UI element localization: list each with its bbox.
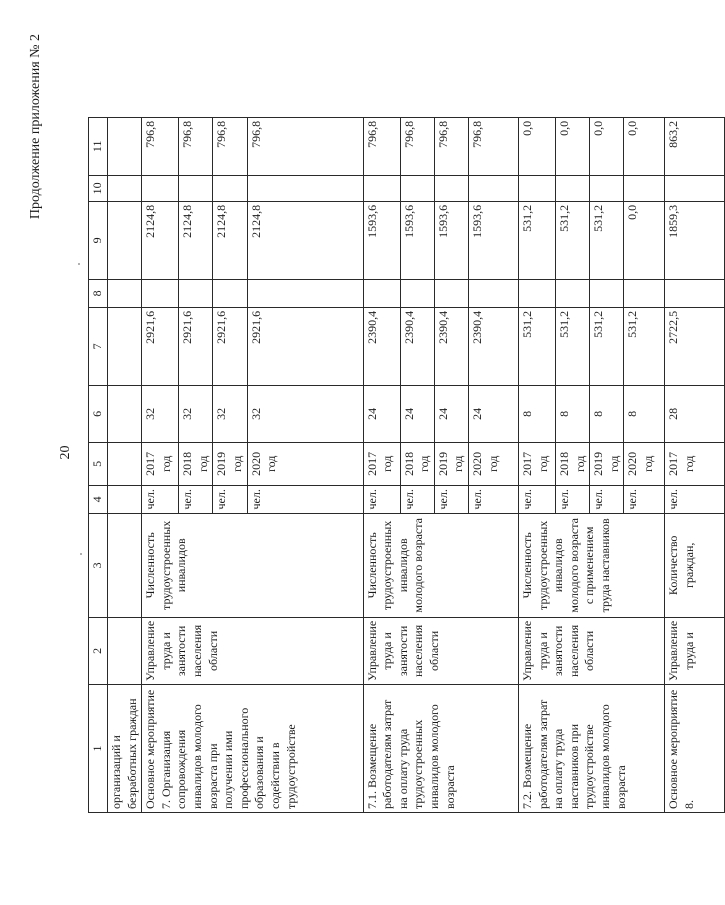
other-funds-cell: 796,8 — [363, 117, 400, 175]
table-row — [363, 117, 400, 812]
column-number: 7 — [89, 307, 108, 385]
unit-cell: чел. — [434, 485, 468, 513]
other-funds-cell: 863,2 — [665, 117, 725, 175]
activity-name-cell: Основное мероприятие 8. — [665, 685, 725, 813]
col8-cell — [179, 279, 213, 307]
regional-budget-cell: 2124,8 — [213, 201, 247, 279]
year-cell: 2020 год — [247, 442, 363, 485]
column-number: 2 — [89, 617, 108, 684]
count-cell: 24 — [400, 385, 434, 442]
column-number: 6 — [89, 385, 108, 442]
empty-cell — [108, 279, 142, 307]
total-cell: 531,2 — [518, 307, 555, 385]
col10-cell — [468, 175, 518, 201]
appendix-label: Продолжение приложения № 2 — [28, 34, 43, 220]
other-funds-cell: 0,0 — [555, 117, 589, 175]
column-number: 10 — [89, 175, 108, 201]
count-cell: 8 — [555, 385, 589, 442]
table-row — [665, 117, 725, 812]
other-funds-cell: 796,8 — [247, 117, 363, 175]
unit-cell: чел. — [247, 485, 363, 513]
regional-budget-cell: 1593,6 — [468, 201, 518, 279]
year-cell: 2017 год — [142, 442, 179, 485]
column-number: 11 — [89, 117, 108, 175]
total-cell: 2390,4 — [400, 307, 434, 385]
empty-cell — [108, 385, 142, 442]
col10-cell — [142, 175, 179, 201]
col8-cell — [363, 279, 400, 307]
executor-cell: Управление труда и занятости населения области — [142, 617, 363, 684]
empty-cell — [108, 442, 142, 485]
activity-name-cell: Основное мероприятие 7. Организация сопровождения инвалидов молодого возраста при получении ими профессионального образования и содействии в трудоустройстве — [142, 685, 363, 813]
col8-cell — [555, 279, 589, 307]
col8-cell — [590, 279, 624, 307]
indicator-cell: Численность трудоустроенных инвалидов молодого возраста с применением труда наставников — [518, 513, 664, 617]
count-cell: 32 — [142, 385, 179, 442]
other-funds-cell: 796,8 — [179, 117, 213, 175]
col8-cell — [665, 279, 725, 307]
col8-cell — [142, 279, 179, 307]
unit-cell: чел. — [179, 485, 213, 513]
regional-budget-cell: 531,2 — [555, 201, 589, 279]
col10-cell — [665, 175, 725, 201]
unit-cell: чел. — [213, 485, 247, 513]
column-number: 8 — [89, 279, 108, 307]
total-cell: 531,2 — [624, 307, 665, 385]
empty-cell — [108, 307, 142, 385]
scan-speck — [78, 263, 80, 265]
count-cell: 8 — [518, 385, 555, 442]
col10-cell — [555, 175, 589, 201]
other-funds-cell: 0,0 — [518, 117, 555, 175]
col8-cell — [213, 279, 247, 307]
scan-speck — [80, 553, 82, 555]
total-cell: 2390,4 — [434, 307, 468, 385]
col10-cell — [363, 175, 400, 201]
other-funds-cell: 796,8 — [468, 117, 518, 175]
program-table — [88, 117, 725, 813]
indicator-cell: Численность трудоустроенных инвалидов — [142, 513, 363, 617]
total-cell: 531,2 — [555, 307, 589, 385]
col10-cell — [518, 175, 555, 201]
indicator-cell: Количество граждан, — [665, 513, 725, 617]
col10-cell — [179, 175, 213, 201]
column-number-row — [89, 117, 108, 812]
page-number: 20 — [58, 445, 73, 460]
regional-budget-cell: 1593,6 — [434, 201, 468, 279]
activity-name-cell: 7.1. Возмещение работодателям затрат на оплату труда трудоустроенных инвалидов молодого возраста — [363, 685, 518, 813]
regional-budget-cell: 531,2 — [590, 201, 624, 279]
executor-cell: Управление труда и занятости населения области — [363, 617, 518, 684]
empty-cell — [108, 617, 142, 684]
year-cell: 2017 год — [363, 442, 400, 485]
count-cell: 8 — [590, 385, 624, 442]
count-cell: 28 — [665, 385, 725, 442]
regional-budget-cell: 2124,8 — [179, 201, 213, 279]
table-row — [518, 117, 555, 812]
column-number: 1 — [89, 685, 108, 813]
empty-cell — [108, 485, 142, 513]
intro-cell: организаций и безработных граждан — [108, 685, 142, 813]
empty-cell — [108, 117, 142, 175]
col8-cell — [518, 279, 555, 307]
count-cell: 24 — [434, 385, 468, 442]
total-cell: 2921,6 — [142, 307, 179, 385]
col8-cell — [468, 279, 518, 307]
regional-budget-cell: 2124,8 — [142, 201, 179, 279]
empty-cell — [108, 175, 142, 201]
count-cell: 32 — [179, 385, 213, 442]
other-funds-cell: 0,0 — [590, 117, 624, 175]
regional-budget-cell: 1593,6 — [363, 201, 400, 279]
total-cell: 2921,6 — [213, 307, 247, 385]
year-cell: 2020 год — [624, 442, 665, 485]
year-cell: 2018 год — [179, 442, 213, 485]
executor-cell: Управление труда и — [665, 617, 725, 684]
col10-cell — [624, 175, 665, 201]
total-cell: 2390,4 — [363, 307, 400, 385]
unit-cell: чел. — [518, 485, 555, 513]
executor-cell: Управление труда и занятости населения области — [518, 617, 664, 684]
unit-cell: чел. — [468, 485, 518, 513]
count-cell: 24 — [468, 385, 518, 442]
year-cell: 2017 год — [518, 442, 555, 485]
col8-cell — [624, 279, 665, 307]
count-cell: 24 — [363, 385, 400, 442]
column-number: 9 — [89, 201, 108, 279]
regional-budget-cell: 2124,8 — [247, 201, 363, 279]
total-cell: 2722,5 — [665, 307, 725, 385]
col8-cell — [247, 279, 363, 307]
other-funds-cell: 796,8 — [142, 117, 179, 175]
intro-row — [108, 117, 142, 812]
col10-cell — [247, 175, 363, 201]
total-cell: 2921,6 — [179, 307, 213, 385]
regional-budget-cell: 1593,6 — [400, 201, 434, 279]
total-cell: 2390,4 — [468, 307, 518, 385]
unit-cell: чел. — [590, 485, 624, 513]
regional-budget-cell: 531,2 — [518, 201, 555, 279]
other-funds-cell: 796,8 — [400, 117, 434, 175]
total-cell: 531,2 — [590, 307, 624, 385]
other-funds-cell: 796,8 — [434, 117, 468, 175]
regional-budget-cell: 0,0 — [624, 201, 665, 279]
count-cell: 8 — [624, 385, 665, 442]
column-number: 5 — [89, 442, 108, 485]
year-cell: 2018 год — [555, 442, 589, 485]
column-number: 4 — [89, 485, 108, 513]
other-funds-cell: 796,8 — [213, 117, 247, 175]
total-cell: 2921,6 — [247, 307, 363, 385]
indicator-cell: Численность трудоустроенных инвалидов молодого возраста — [363, 513, 518, 617]
year-cell: 2017 год — [665, 442, 725, 485]
unit-cell: чел. — [624, 485, 665, 513]
col10-cell — [590, 175, 624, 201]
year-cell: 2018 год — [400, 442, 434, 485]
regional-budget-cell: 1859,3 — [665, 201, 725, 279]
empty-cell — [108, 513, 142, 617]
count-cell: 32 — [213, 385, 247, 442]
unit-cell: чел. — [400, 485, 434, 513]
unit-cell: чел. — [665, 485, 725, 513]
column-number: 3 — [89, 513, 108, 617]
empty-cell — [108, 201, 142, 279]
col8-cell — [434, 279, 468, 307]
activity-name-cell: 7.2. Возмещение работодателям затрат на оплату труда наставников при трудоустройстве инвалидов молодого возраста — [518, 685, 664, 813]
col10-cell — [434, 175, 468, 201]
table-row — [142, 117, 179, 812]
year-cell: 2019 год — [434, 442, 468, 485]
unit-cell: чел. — [363, 485, 400, 513]
other-funds-cell: 0,0 — [624, 117, 665, 175]
col8-cell — [400, 279, 434, 307]
unit-cell: чел. — [142, 485, 179, 513]
year-cell: 2019 год — [590, 442, 624, 485]
col10-cell — [213, 175, 247, 201]
col10-cell — [400, 175, 434, 201]
year-cell: 2019 год — [213, 442, 247, 485]
year-cell: 2020 год — [468, 442, 518, 485]
count-cell: 32 — [247, 385, 363, 442]
unit-cell: чел. — [555, 485, 589, 513]
